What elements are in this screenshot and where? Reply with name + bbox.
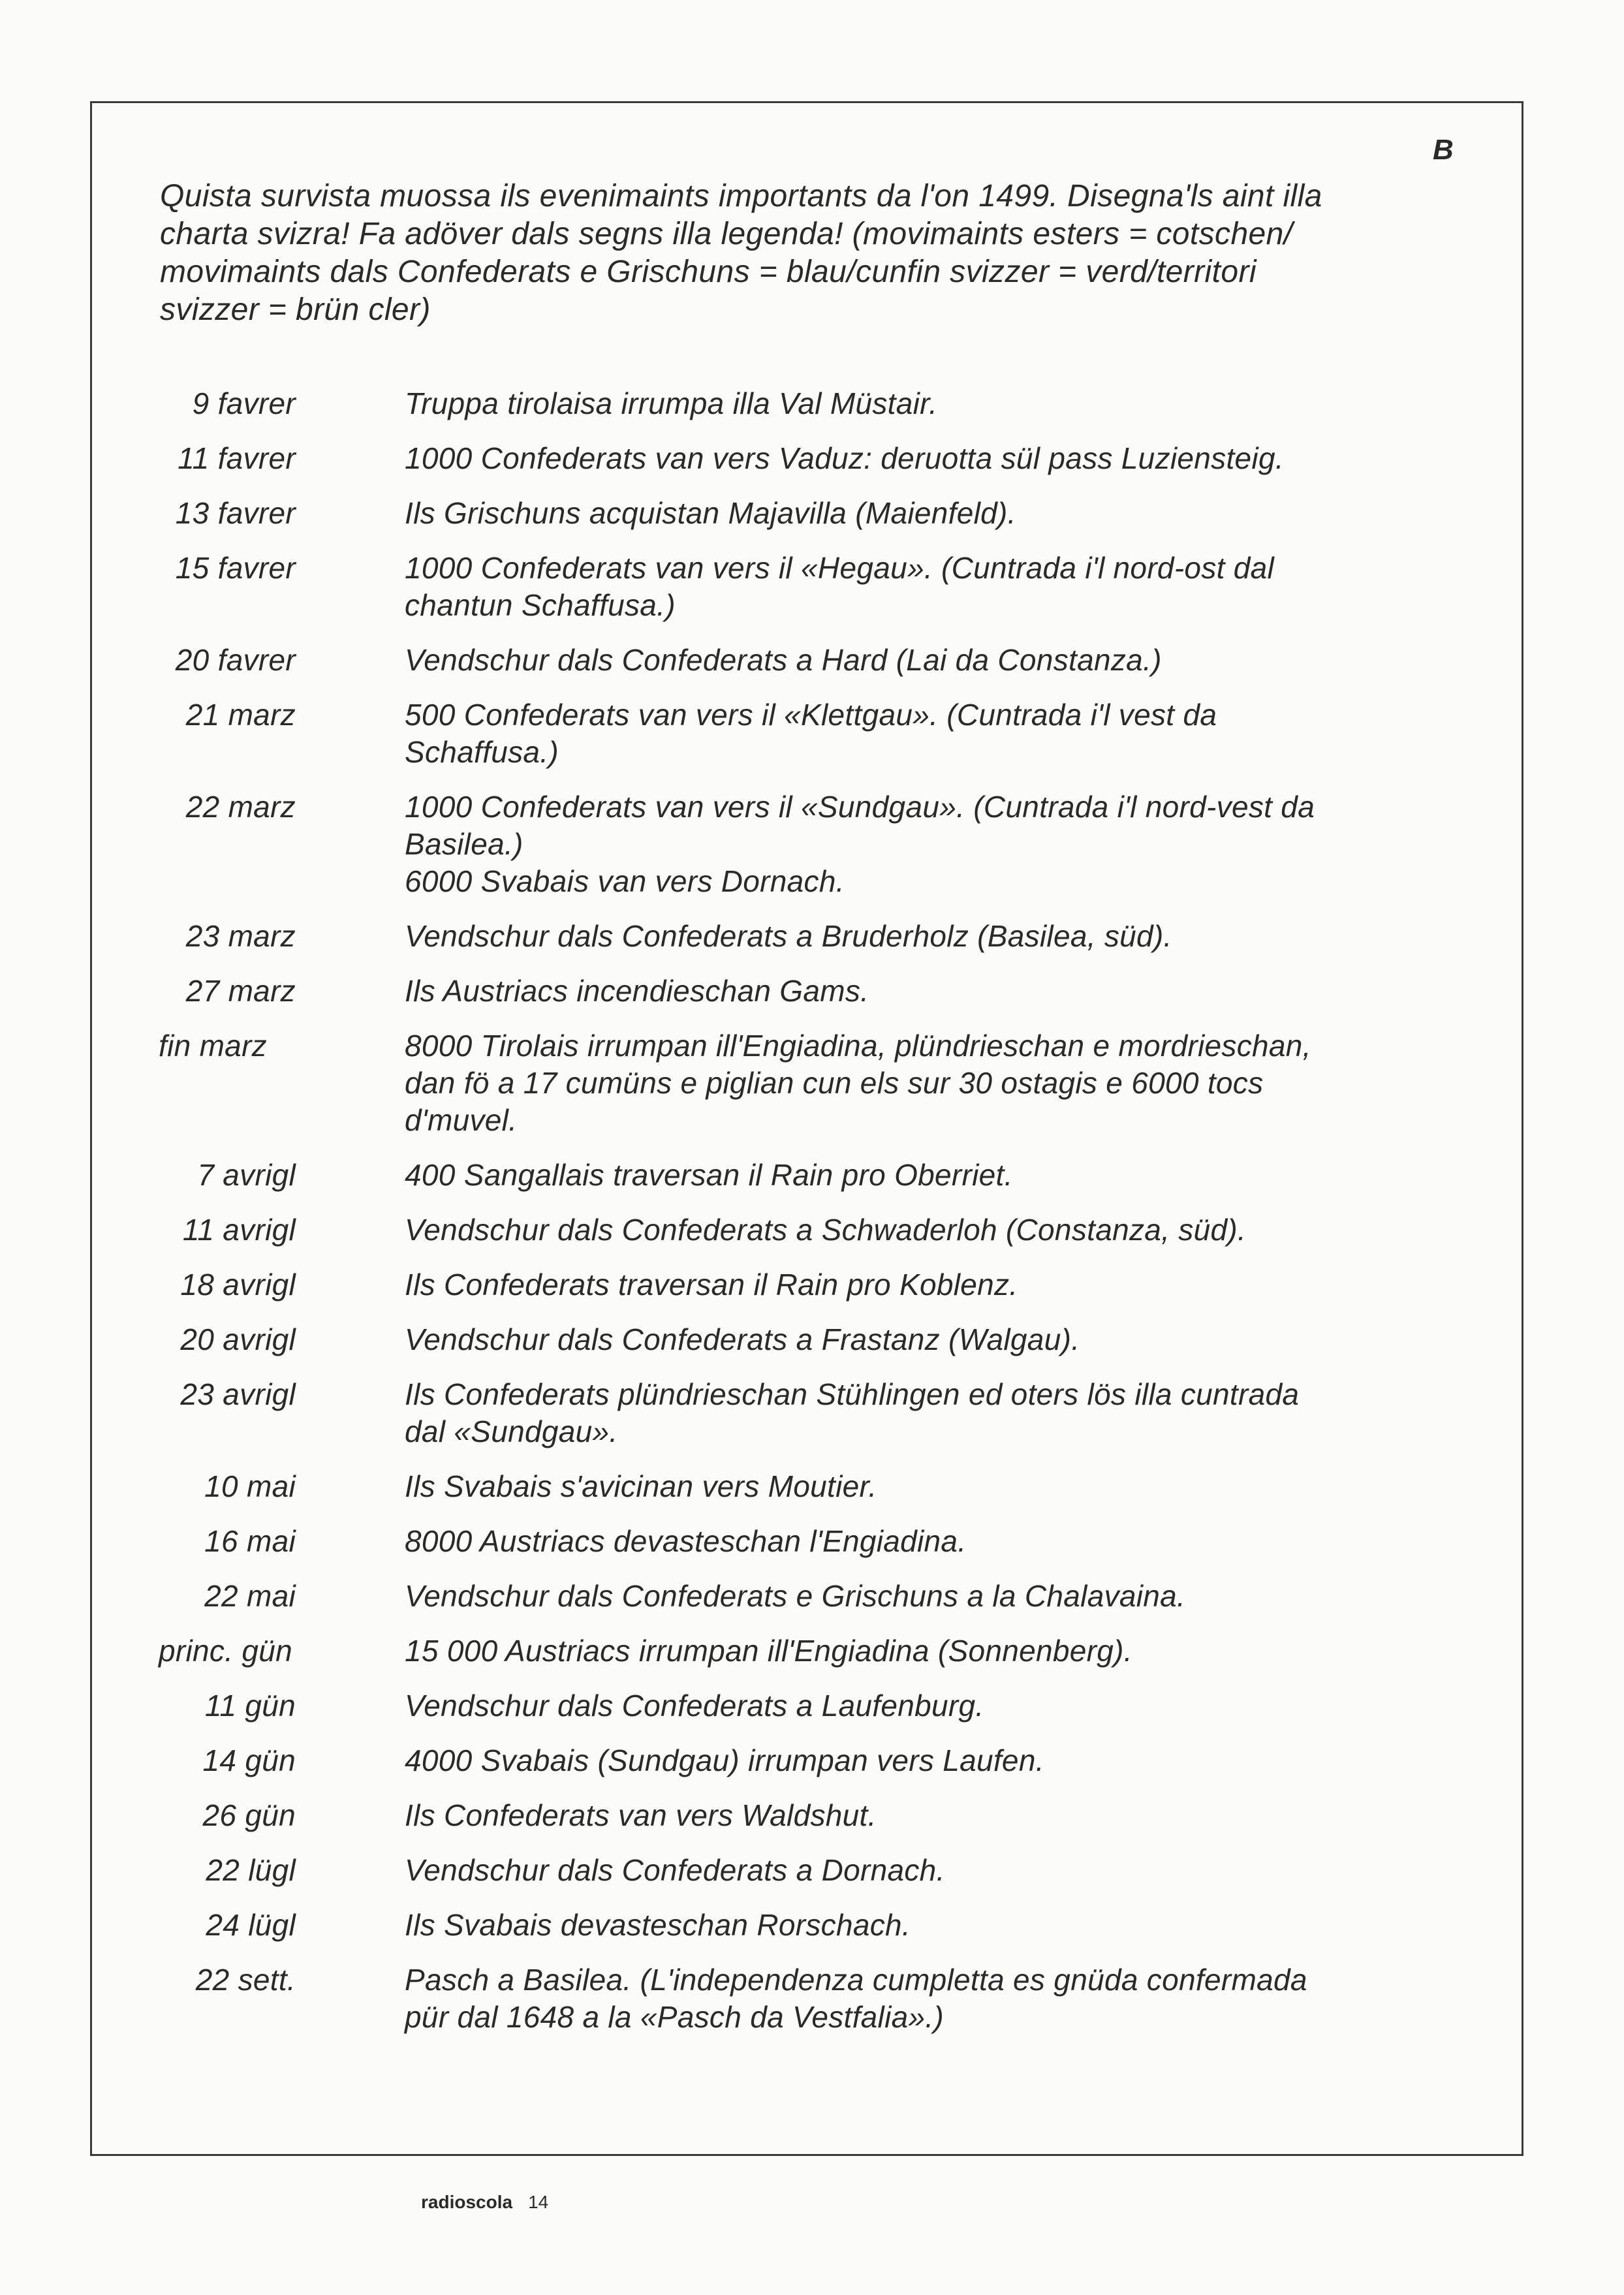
event-date: 26 gün	[202, 1798, 296, 1832]
event-text: 1000 Confederats van vers Vaduz: deruotta sül pass Luziensteig.	[405, 441, 1284, 475]
event-row	[0, 1961, 1624, 2036]
event-text: 8000 Tirolais irrumpan ill'Engiadina, plündrieschan e mordrieschan, dan fö a 17 cumüns e piglian cun els sur 30 ostagis e 6000 tocs d'muvel.	[405, 1029, 1311, 1137]
event-text: 4000 Svabais (Sundgau) irrumpan vers Laufen.	[405, 1743, 1044, 1777]
event-text: Vendschur dals Confederats a Frastanz (Walgau).	[405, 1322, 1080, 1356]
event-row	[0, 918, 1624, 955]
event-text: Vendschur dals Confederats a Hard (Lai da Constanza.)	[405, 643, 1162, 677]
event-date: 15 favrer	[175, 551, 296, 585]
event-text: 1000 Confederats van vers il «Sundgau». (Cuntrada i'l nord-vest da Basilea.) 6000 Svabais van vers Dornach.	[405, 790, 1315, 898]
event-row	[0, 1852, 1624, 1889]
event-row	[0, 1157, 1624, 1194]
event-row	[0, 1797, 1624, 1834]
event-row	[0, 1321, 1624, 1358]
event-date: 9 favrer	[192, 386, 296, 420]
event-date: 20 avrigl	[180, 1322, 296, 1356]
event-text: 1000 Confederats van vers il «Hegau». (Cuntrada i'l nord-ost dal chantun Schaffusa.)	[405, 551, 1275, 622]
event-text: Vendschur dals Confederats a Bruderholz (Basilea, süd).	[405, 919, 1172, 953]
event-date: 22 mai	[204, 1579, 296, 1613]
event-row	[0, 550, 1624, 624]
event-text: 8000 Austriacs devasteschan l'Engiadina.	[405, 1524, 967, 1558]
event-row	[0, 495, 1624, 532]
event-row	[0, 1742, 1624, 1779]
event-row	[0, 1266, 1624, 1304]
event-text: Truppa tirolaisa irrumpa illa Val Müstair.	[405, 386, 938, 420]
event-date: 27 marz	[185, 974, 296, 1008]
event-text: 500 Confederats van vers il «Klettgau». (Cuntrada i'l vest da Schaffusa.)	[405, 698, 1217, 769]
event-text: Ils Svabais s'avicinan vers Moutier.	[405, 1469, 877, 1503]
event-date: 22 lügl	[206, 1853, 296, 1887]
event-row	[0, 1687, 1624, 1725]
page-footer	[421, 2192, 548, 2213]
event-date: princ. gün	[159, 1634, 293, 1668]
event-text: Ils Austriacs incendieschan Gams.	[405, 974, 869, 1008]
event-date: 22 sett.	[195, 1963, 296, 1997]
event-text: Ils Confederats van vers Waldshut.	[405, 1798, 877, 1832]
event-date: 14 gün	[202, 1743, 296, 1777]
event-row	[0, 1211, 1624, 1249]
section-letter: B	[1433, 134, 1454, 166]
event-text: Ils Confederats traversan il Rain pro Koblenz.	[405, 1268, 1018, 1302]
event-text: Vendschur dals Confederats a Laufenburg.	[405, 1689, 984, 1723]
event-date: 7 avrigl	[197, 1158, 296, 1192]
event-row	[0, 788, 1624, 900]
page-number: 14	[528, 2192, 549, 2212]
event-list	[0, 385, 1624, 2053]
event-text: Vendschur dals Confederats e Grischuns a la Chalavaina.	[405, 1579, 1186, 1613]
event-row	[0, 1632, 1624, 1670]
event-text: Vendschur dals Confederats a Schwaderloh (Constanza, süd).	[405, 1213, 1247, 1247]
event-date: 11 gün	[204, 1689, 296, 1723]
event-row	[0, 1468, 1624, 1505]
event-text: Ils Grischuns acquistan Majavilla (Maienfeld).	[405, 496, 1016, 530]
event-text: Ils Confederats plündrieschan Stühlingen ed oters lös illa cuntrada dal «Sundgau».	[405, 1377, 1300, 1448]
publication-name: radioscola	[421, 2192, 513, 2212]
event-row	[0, 696, 1624, 771]
event-text: 15 000 Austriacs irrumpan ill'Engiadina (Sonnenberg).	[405, 1634, 1132, 1668]
event-date: 20 favrer	[175, 643, 296, 677]
event-row	[0, 1027, 1624, 1139]
event-row	[0, 1376, 1624, 1450]
event-row	[0, 385, 1624, 422]
event-text: Vendschur dals Confederats a Dornach.	[405, 1853, 945, 1887]
event-date: 22 marz	[185, 790, 296, 824]
event-date: 11 favrer	[178, 441, 296, 475]
event-date: 24 lügl	[206, 1908, 296, 1942]
event-row	[0, 973, 1624, 1010]
event-row	[0, 440, 1624, 477]
event-date: fin marz	[159, 1029, 267, 1063]
event-row	[0, 642, 1624, 679]
intro-instructions: Quista survista muossa ils evenimaints importants da l'on 1499. Disegna'ls aint illa charta svizra! Fa adöver dals segns illa legenda! (movimaints esters = cotschen/ movimaints dals Confederats e Grischuns = blau/cunfin svizzer = verd/territori svizzer = brün cler)	[160, 179, 1322, 327]
event-date: 10 mai	[204, 1469, 296, 1503]
event-date: 18 avrigl	[180, 1268, 296, 1302]
event-text: Ils Svabais devasteschan Rorschach.	[405, 1908, 911, 1942]
event-date: 11 avrigl	[182, 1213, 296, 1247]
event-row	[0, 1523, 1624, 1560]
event-row	[0, 1578, 1624, 1615]
event-date: 23 marz	[185, 919, 296, 953]
event-date: 23 avrigl	[180, 1377, 296, 1411]
event-date: 21 marz	[185, 698, 296, 732]
event-row	[0, 1907, 1624, 1944]
event-date: 16 mai	[204, 1524, 296, 1558]
event-text: Pasch a Basilea. (L'independenza cumpletta es gnüda confermada pür dal 1648 a la «Pasch da Vestfalia».)	[405, 1963, 1307, 2034]
event-date: 13 favrer	[175, 496, 296, 530]
event-text: 400 Sangallais traversan il Rain pro Oberriet.	[405, 1158, 1013, 1192]
